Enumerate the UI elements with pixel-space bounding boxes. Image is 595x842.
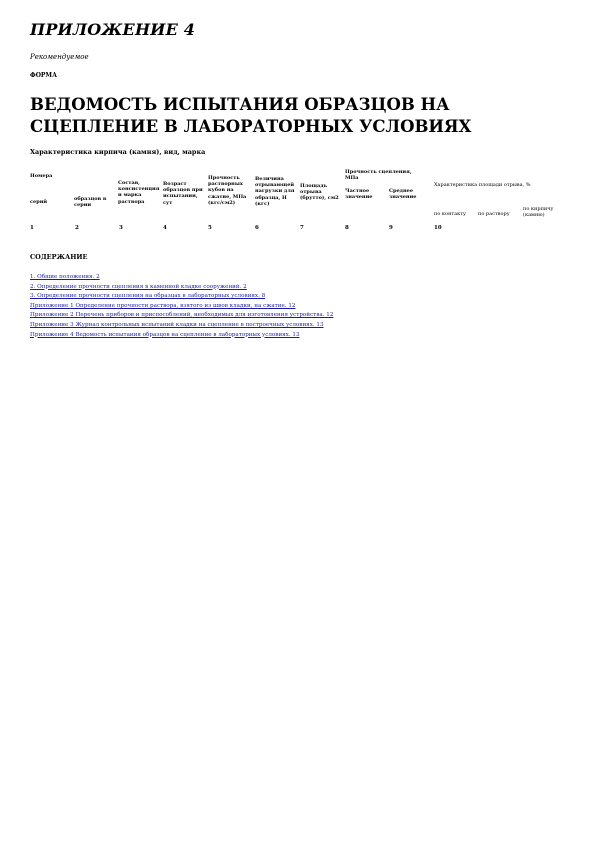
toc-item: [30, 283, 333, 293]
column-number: 1: [30, 225, 34, 231]
toc-item: [30, 273, 333, 283]
table-of-contents: [30, 273, 333, 340]
toc-item: [30, 302, 333, 312]
forma-label: ФОРМА: [30, 72, 57, 79]
table-header-adhesion-strength: Прочность сцепления, МПа: [345, 169, 412, 182]
brick-characteristics-label: Характеристика кирпича (камня), вид, марка: [30, 148, 206, 156]
toc-link-lab-adhesion[interactable]: 3. Определение прочности сцепления на образцах в лабораторных условиях. 8: [30, 293, 266, 300]
column-number: 5: [208, 225, 212, 231]
column-number: 3: [119, 225, 123, 231]
recommended-label: Рекомендуемое: [30, 53, 89, 61]
table-header-average-value: Среднее значение: [389, 188, 417, 201]
toc-item: [30, 292, 333, 302]
toc-link-appendix-2[interactable]: Приложение 2 Перечень приборов и приспособлений, необходимых для изготовления устройства. 12: [30, 312, 334, 319]
table-header-by-contact: по контакту: [434, 211, 466, 217]
table-header-samples: образцов в серии: [74, 196, 107, 209]
column-number: 7: [300, 225, 304, 231]
table-header-mortar-strength: Прочность растворных кубов на сжатие, МПа (кгс/см2): [208, 175, 247, 206]
toc-item: [30, 321, 333, 331]
document-title: ВЕДОМОСТЬ ИСПЫТАНИЯ ОБРАЗЦОВ НА СЦЕПЛЕНИЕ В ЛАБОРАТОРНЫХ УСЛОВИЯХ: [30, 95, 472, 136]
column-number: 9: [389, 225, 393, 231]
toc-link-appendix-1[interactable]: Приложение 1 Определение прочности раствора, взятого из швов кладки, на сжатие. 12: [30, 302, 296, 309]
toc-item: [30, 331, 333, 341]
toc-link-field-adhesion[interactable]: 2. Определение прочности сцепления в каменной кладке сооружений. 2: [30, 283, 247, 290]
table-header-sample-age: Возраст образцов при испытании, сут: [163, 181, 203, 206]
table-header-breaking-load: Величина отрывающей нагрузки для образца, Н (кгс): [255, 176, 295, 207]
toc-link-appendix-4[interactable]: Приложение 4 Ведомость испытания образцов на сцепление в лабораторных условиях. 13: [30, 331, 300, 338]
column-number: 4: [163, 225, 167, 231]
table-header-breaking-area-characteristics: Характеристика площади отрыва, %: [434, 182, 531, 188]
toc-link-appendix-3[interactable]: Приложение 3 Журнал контрольных испытаний кладки на сцепление в построечных условиях. 13: [30, 321, 324, 328]
table-header-by-mortar: по раствору: [478, 211, 510, 217]
table-header-by-brick: по кирпичу (камню): [523, 206, 554, 219]
column-number: 10: [434, 225, 442, 231]
table-header-nomera: Номера: [30, 173, 53, 179]
test-record-table: [0, 0, 595, 240]
toc-heading: СОДЕРЖАНИЕ: [30, 253, 88, 261]
table-header-partial-value: Частное значение: [345, 188, 373, 201]
toc-item: [30, 311, 333, 321]
table-header-mortar-composition: Состав, консистенция и марка раствора: [118, 180, 160, 205]
table-header-series: серий: [30, 199, 48, 205]
column-number: 8: [345, 225, 349, 231]
column-number: 2: [75, 225, 79, 231]
appendix-heading: ПРИЛОЖЕНИЕ 4: [30, 20, 196, 39]
table-header-breaking-area: Площадь отрыва (брутто), см2: [300, 183, 339, 202]
column-number: 6: [255, 225, 259, 231]
toc-link-general[interactable]: 1. Общие положения. 2: [30, 274, 100, 280]
